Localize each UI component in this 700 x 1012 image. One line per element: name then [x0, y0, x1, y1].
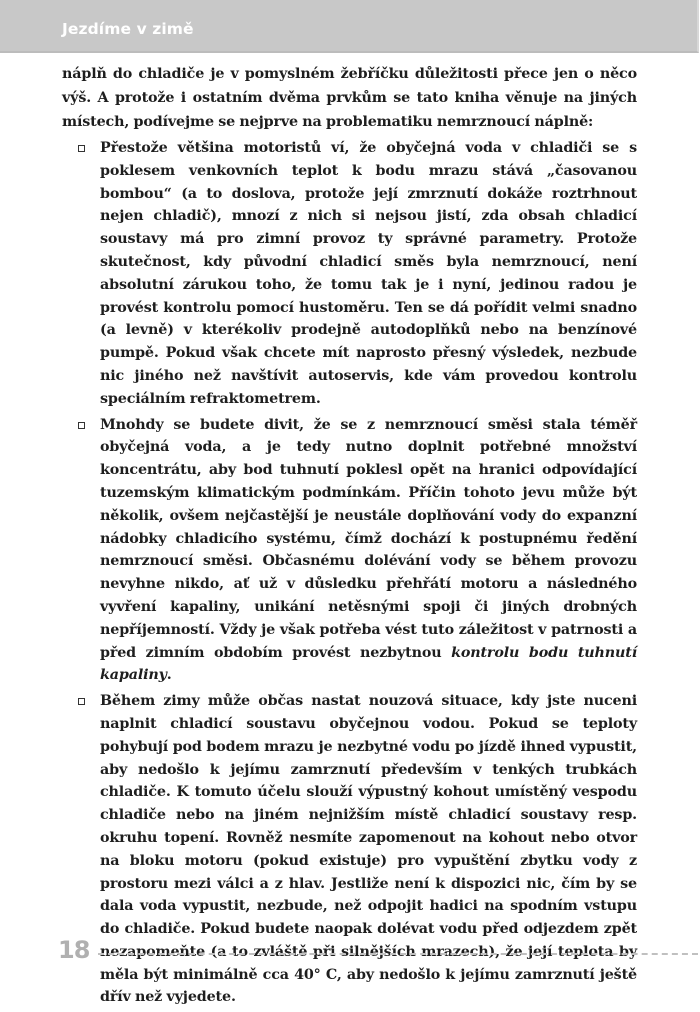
bullet-text-end: .	[166, 667, 172, 684]
bullet-list	[62, 137, 637, 1009]
list-item	[62, 137, 637, 411]
checkbox-square-icon	[78, 698, 85, 705]
bullet-text-with-emphasis	[100, 414, 637, 688]
page-footer	[40, 936, 700, 970]
list-item	[62, 414, 637, 688]
chapter-header-band	[0, 0, 699, 53]
checkbox-square-icon	[78, 145, 85, 152]
emphasized-text: kontrolu bodu tuhnutí kapaliny	[100, 644, 637, 684]
bullet-text: Během zimy může občas nastat nouzová situace, kdy jste nuceni naplnit chladicí soustavu obyčejnou vodou. Pokud se teploty pohybují pod bodem mrazu je nezbytné vodu po jízdě ihned vypustit, aby nedošlo k jejímu zamrznutí především v tenkých trubkách chladiče. K tomuto účelu slouží výpustný kohout umístěný vespodu chladiče nebo na jiném nejnižším místě chladicí soustavy resp. okruhu topení. Rovněž nesmíte zapomenout na kohout nebo otvor na bloku motoru (pokud existuje) pro vypuštění zbytku vody z prostoru mezi válci a z hlav. Jestliže není k dispozici nic, čím by se dala voda vypustit, nezbude, než odpojit hadici na spodním vstupu do chladiče. Pokud budete naopak dolévat vodu před odjezdem zpět nezapomeňte (a to zvláště při silnějších mrazech), že její teplota by měla být minimálně cca 40° C, aby nedošlo k jejímu zamrznutí ještě dřív než vyjedete.	[100, 693, 637, 1006]
checkbox-square-icon	[78, 422, 85, 429]
intro-paragraph: náplň do chladiče je v pomyslném žebříčku důležitosti přece jen o něco výš. A protože i ostatním dvěma prvkům se tato kniha věnuje na jiných místech, podívejme se nejprve na problematiku nemrznoucí náplně:	[62, 66, 637, 130]
chapter-title: Jezdíme v zimě	[62, 20, 194, 38]
bullet-text: Mnohdy se budete divit, že se z nemrznoucí směsi stala téměř obyčejná voda, a je tedy nutno doplnit potřebné množství koncentrátu, aby bod tuhnutí poklesl opět na hranici odpovídající tuzemským klimatickým podmínkám. Příčin tohoto jevu může být několik, ovšem nejčastější je neustále doplňování vody do expanzní nádobky chladicího systému, čímž dochází k postupnému ředění nemrznoucí směsi. Občasnému dolévání vody se během provozu nevyhne nikdo, ať už v důsledku přehřátí motoru a následného vyvření kapaliny, unikání netěsnými spoji či jiných drobných nepříjemností. Vždy je však potřeba vést tuto záležitost v patrnosti a před zimním obdobím provést nezbytnou	[100, 416, 637, 661]
page-number: 18	[58, 936, 90, 964]
bullet-text: Přestože většina motoristů ví, že obyčejná voda v chladiči se s poklesem venkovních teplot k bodu mrazu stává „časovanou bombou“ (a to doslova, protože její zmrznutí dokáže roztrhnout nejen chladič), mnozí z nich si nejsou jistí, zda obsah chladicí soustavy má pro zimní provoz ty správné parametry. Protože skutečnost, kdy původní chladicí směs byla nemrznoucí, není absolutní zárukou toho, že tomu tak je i nyní, jedinou radou je provést kontrolu pomocí hustoměru. Ten se dá pořídit velmi snadno (a levně) v kterékoliv prodejně autodoplňků nebo na benzínové pumpě. Pokud však chcete mít naprosto přesný výsledek, nezbude nic jiného než navštívit autoservis, kde vám provedou kontrolu speciálním refraktometrem.	[100, 140, 637, 407]
footer-dashed-divider	[98, 953, 698, 955]
page-body	[62, 62, 637, 1012]
